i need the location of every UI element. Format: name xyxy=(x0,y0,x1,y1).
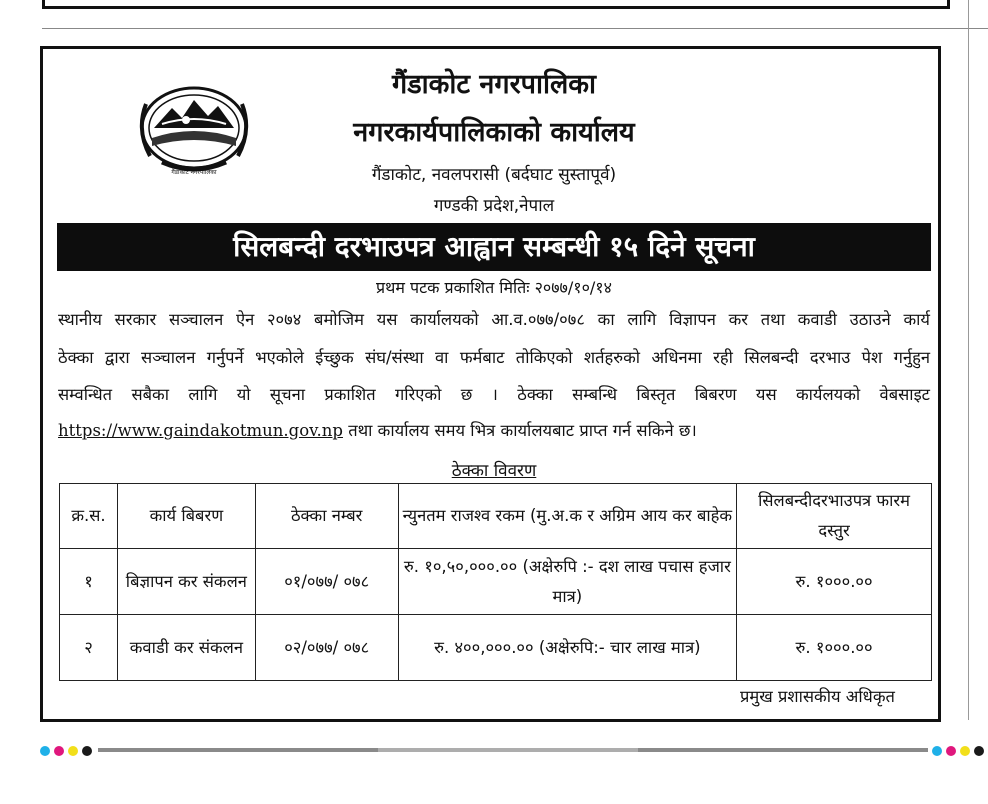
cmyk-dot-cyan-left xyxy=(40,746,50,756)
cell-contract-no: ०२/०७७/ ०७८ xyxy=(255,615,398,681)
previous-notice-border xyxy=(42,0,950,9)
cmyk-dot-magenta-right xyxy=(946,746,956,756)
cell-contract-no: ०१/०७७/ ०७८ xyxy=(255,549,398,615)
notice-title-banner: सिलबन्दी दरभाउपत्र आह्वान सम्बन्धी १५ दिने सूचना xyxy=(57,223,931,271)
office-province: गण्डकी प्रदेश,नेपाल xyxy=(433,196,555,216)
cell-form-fee: रु. १०००.०० xyxy=(737,615,932,681)
body-line-3: सम्वन्धित सबैका लागि यो सूचना प्रकाशित गरिएको छ । ठेक्का सम्बन्धि बिस्तृत बिबरण यस कार्यलयको वेबसाइट xyxy=(58,385,930,404)
body-line-2: ठेक्का द्वारा सञ्चालन गर्नुपर्ने भएकोले ईच्छुक संघ/संस्था वा फर्मबाट तोकिएको शर्तहरुको अधिनमा रही सिलबन्दी दरभाउ पेश गर्नुहुन xyxy=(58,348,930,367)
table-row xyxy=(60,615,932,681)
cmyk-dot-yellow-left xyxy=(68,746,78,756)
office-address: गैंडाकोट, नवलपरासी (बर्दघाट सुस्तापूर्व) xyxy=(371,165,617,185)
header-contract-no: ठेक्का नम्बर xyxy=(255,484,398,549)
cell-min-revenue: रु. १०,५०,०००.०० (अक्षेरुपि :- दश लाख पचास हजार मात्र) xyxy=(398,549,737,615)
cell-form-fee: रु. १०००.०० xyxy=(737,549,932,615)
table-title: ठेक्का विवरण xyxy=(451,461,537,481)
top-divider xyxy=(42,28,988,29)
cmyk-dot-yellow-right xyxy=(960,746,970,756)
website-link[interactable]: https://www.gaindakotmun.gov.np xyxy=(58,421,343,440)
table-header-row xyxy=(60,484,932,549)
cmyk-dot-magenta-left xyxy=(54,746,64,756)
municipality-name: गैंडाकोट नगरपालिका xyxy=(392,69,596,100)
signatory-title: प्रमुख प्रशासकीय अधिकृत xyxy=(740,687,895,706)
footer-bar-left xyxy=(98,748,378,752)
body-line-4 xyxy=(58,418,930,441)
cell-work: कवाडी कर संकलन xyxy=(117,615,255,681)
header-sn: क्र.स. xyxy=(60,484,118,549)
body-line-1: स्थानीय सरकार सञ्चालन ऐन २०७४ बमोजिम यस कार्यालयको आ.व.०७७/०७८ का लागि विज्ञापन कर तथा कवाडी उठाउने कार्य xyxy=(58,310,930,329)
header-min-revenue: न्युनतम राजश्व रकम (मु.अ.क र अग्रिम आय कर बाहेक xyxy=(398,484,737,549)
header-work: कार्य बिबरण xyxy=(117,484,255,549)
right-margin-rule xyxy=(968,0,969,720)
cmyk-dot-black-right xyxy=(974,746,984,756)
cell-work: बिज्ञापन कर संकलन xyxy=(117,549,255,615)
header-form-fee: सिलबन्दीदरभाउपत्र फारम दस्तुर xyxy=(737,484,932,549)
cmyk-dot-cyan-right xyxy=(932,746,942,756)
body-tail: तथा कार्यालय समय भित्र कार्यालयबाट प्राप्त गर्न सकिने छ। xyxy=(348,421,697,440)
cell-min-revenue: रु. ४००,०००.०० (अक्षेरुपि:- चार लाख मात्र) xyxy=(398,615,737,681)
cmyk-dot-black-left xyxy=(82,746,92,756)
contract-table xyxy=(59,483,932,681)
footer-bar-right xyxy=(638,748,928,752)
footer-bar-middle xyxy=(378,748,638,752)
cell-sn: २ xyxy=(60,615,118,681)
cell-sn: १ xyxy=(60,549,118,615)
office-name: नगरकार्यपालिकाको कार्यालय xyxy=(353,117,635,148)
publication-date: प्रथम पटक प्रकाशित मितिः २०७७/१०/१४ xyxy=(376,278,612,297)
emblem-caption: गैंडाकोट नगरपालिका xyxy=(171,169,217,176)
table-row xyxy=(60,549,932,615)
